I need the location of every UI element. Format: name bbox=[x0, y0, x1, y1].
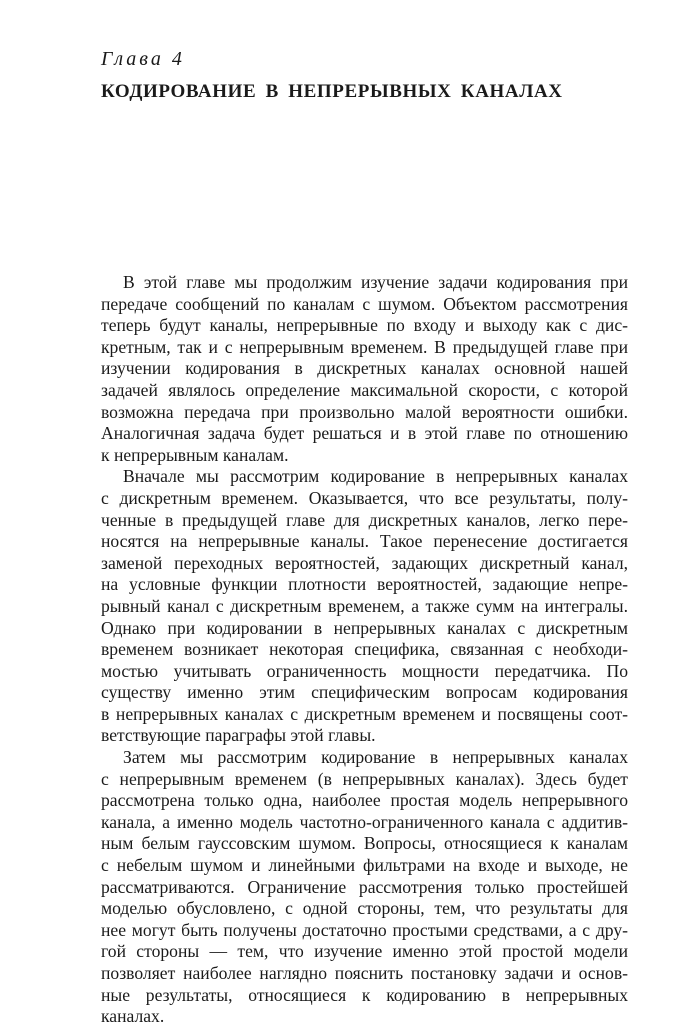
text-line: позволяет наиболее наглядно пояснить постановку задачи и основ- bbox=[101, 963, 628, 983]
text-line: на условные функции плотности вероятностей, задающие непре- bbox=[101, 574, 628, 595]
text-line: носятся на непрерывные каналы. Такое перенесение достигается bbox=[101, 531, 628, 552]
text-line: канала, а именно модель частотно-ограниченного канала с аддитив- bbox=[101, 811, 628, 832]
chapter-label: Глава 4 bbox=[101, 48, 185, 70]
text-line: с небелым шумом и линейными фильтрами на входе и выходе, не bbox=[101, 855, 628, 876]
text-line: заменой переходных вероятностей, задающих дискретный канал, bbox=[101, 552, 628, 573]
text-line: задачей являлось определение максимальной скорости, с которой bbox=[101, 379, 628, 400]
text-line: моделью обусловлено, с одной стороны, тем, что результаты для bbox=[101, 898, 628, 919]
text-line: передаче сообщений по каналам с шумом. Объектом рассмотрения bbox=[101, 293, 628, 314]
text-line: Затем мы рассмотрим кодирование в непрерывных каналах bbox=[123, 747, 628, 768]
text-line: ченные в предыдущей главе для дискретных каналов, легко пере- bbox=[101, 509, 628, 530]
paragraph bbox=[101, 747, 628, 1028]
text-line: возможна передача при произвольно малой вероятности ошибки. bbox=[101, 401, 628, 422]
chapter-body bbox=[101, 272, 628, 1028]
text-line: рассматриваются. Ограничение рассмотрения только простейшей bbox=[101, 876, 628, 897]
text-line: Вначале мы рассмотрим кодирование в непрерывных каналах bbox=[123, 466, 628, 487]
text-line: Однако при кодировании в непрерывных каналах с дискретным bbox=[101, 617, 628, 638]
text-line: в непрерывных каналах с дискретным временем и посвящены соот- bbox=[101, 703, 628, 724]
paragraph bbox=[101, 466, 628, 747]
text-line: нее могут быть получены достаточно простыми средствами, а с дру- bbox=[101, 919, 628, 940]
text-line: с дискретным временем. Оказывается, что все результаты, полу- bbox=[101, 487, 628, 508]
text-line: В этой главе мы продолжим изучение задачи кодирования при bbox=[123, 272, 628, 292]
paragraph bbox=[101, 272, 628, 466]
text-line: Аналогичная задача будет решаться и в этой главе по отношению bbox=[101, 423, 628, 444]
text-line: мостью учитывать ограниченность мощности передатчика. По bbox=[101, 660, 628, 681]
text-line: теперь будут каналы, непрерывные по входу и выходу как с дис- bbox=[101, 315, 628, 336]
text-line: к непрерывным каналам. bbox=[101, 444, 289, 465]
text-line: рассмотрена только одна, наиболее простая модель непрерывного bbox=[101, 790, 628, 811]
text-line: ветствующие параграфы этой главы. bbox=[101, 725, 376, 746]
text-line: гой стороны — тем, что изучение именно этой простой модели bbox=[101, 941, 628, 962]
text-line: кретным, так и с непрерывным временем. В предыдущей главе при bbox=[101, 336, 628, 357]
text-line: ные результаты, относящиеся к кодированию в непрерывных bbox=[101, 984, 628, 1005]
text-line: рывный канал с дискретным временем, а также сумм на интегралы. bbox=[101, 595, 628, 616]
text-line: существу именно этим специфическим вопросам кодирования bbox=[101, 682, 628, 703]
text-line: каналах. bbox=[101, 1006, 165, 1027]
chapter-title: КОДИРОВАНИЕ В НЕПРЕРЫВНЫХ КАНАЛАХ bbox=[101, 81, 563, 102]
text-line: временем возникает некоторая специфика, связанная с необходи- bbox=[101, 639, 628, 660]
text-line: с непрерывным временем (в непрерывных каналах). Здесь будет bbox=[101, 768, 628, 789]
text-line: ным белым гауссовским шумом. Вопросы, относящиеся к каналам bbox=[101, 833, 628, 854]
text-line: изучении кодирования в дискретных каналах основной нашей bbox=[101, 358, 628, 379]
